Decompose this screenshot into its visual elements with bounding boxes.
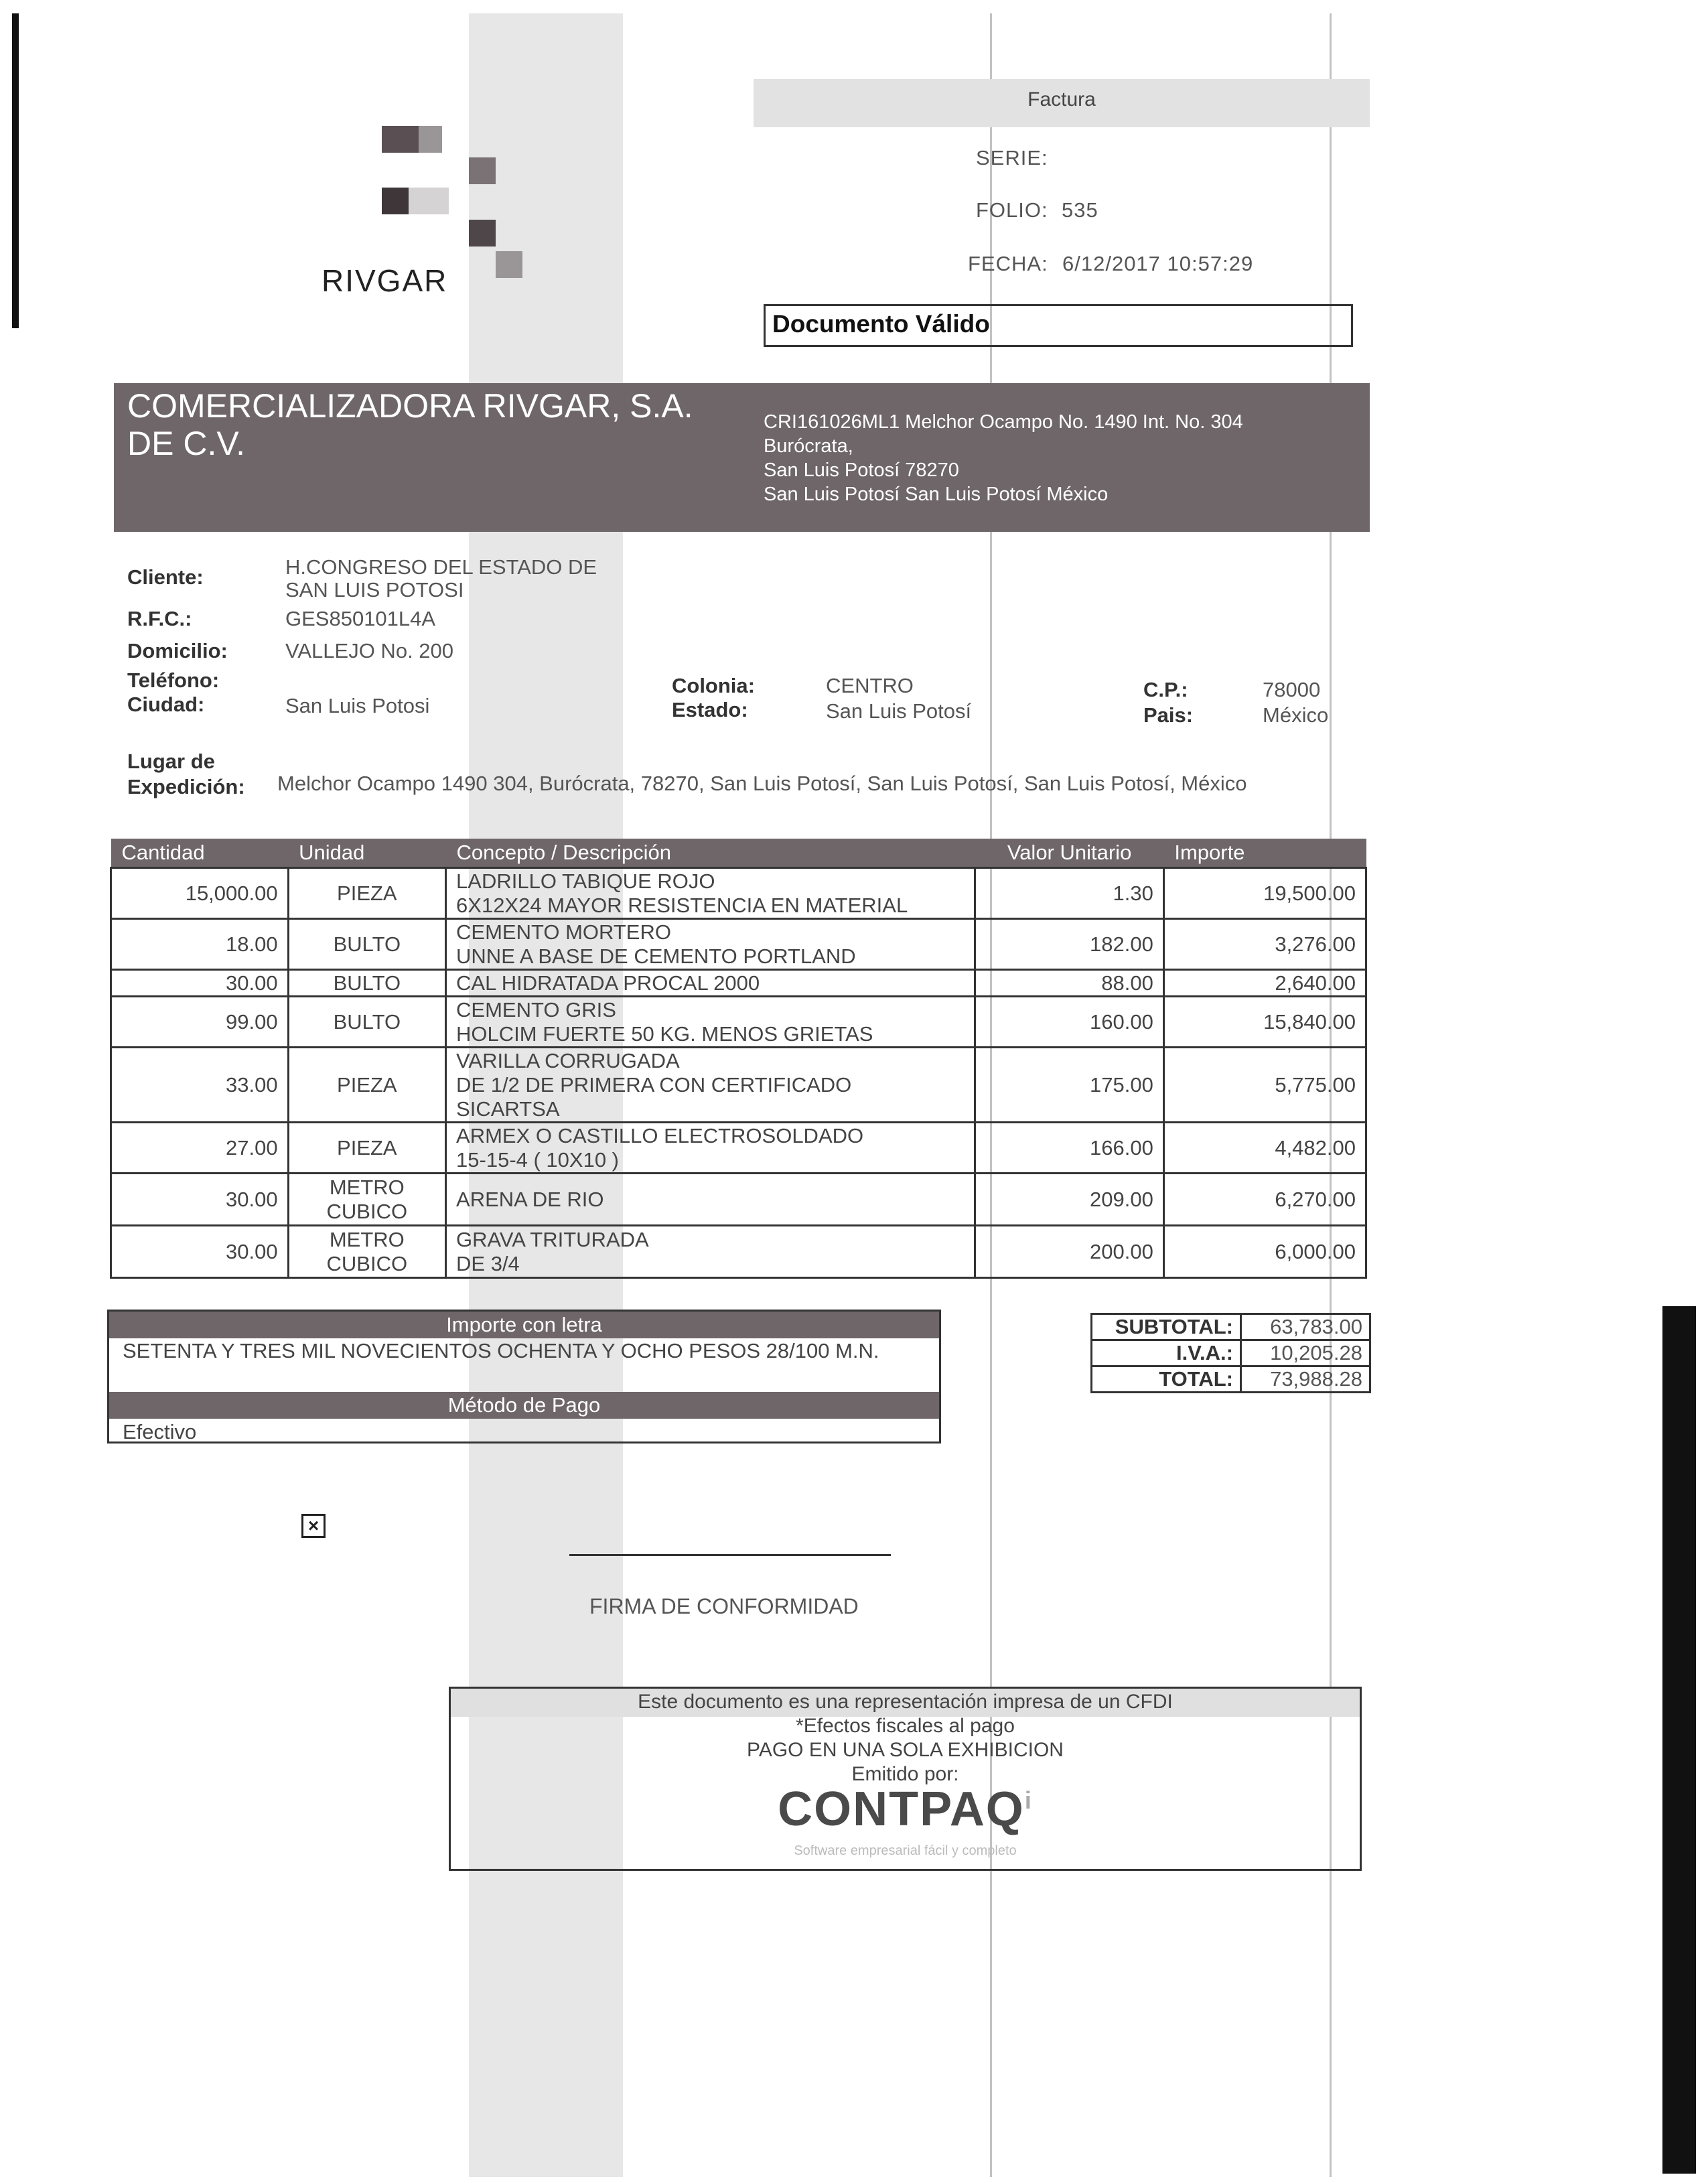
domicilio-label: Domicilio: (127, 639, 228, 662)
subtotal-row (1092, 1314, 1370, 1340)
iva-label: I.V.A.: (1092, 1340, 1241, 1366)
subtotal-value: 63,783.00 (1241, 1314, 1370, 1340)
total-row (1092, 1366, 1370, 1393)
desc-line: 15-15-4 ( 10X10 ) (456, 1147, 620, 1172)
desc-line: ARENA DE RIO (456, 1187, 604, 1211)
payment-method-title: Método de Pago (109, 1392, 939, 1419)
row-unidad (288, 868, 445, 919)
issued-by-label: Emitido por: (851, 1763, 959, 1785)
row-descripcion (446, 1174, 975, 1226)
rfc-label: R.F.C.: (127, 607, 192, 630)
row-unidad (288, 997, 445, 1048)
row-importe: 2,640.00 (1163, 970, 1366, 997)
unit-line: BULTO (333, 1009, 401, 1034)
scan-border-right (1662, 1306, 1696, 2174)
ciudad-value: San Luis Potosi (285, 694, 430, 717)
estado-label: Estado: (672, 698, 748, 721)
colonia-value: CENTRO (826, 674, 914, 697)
row-unidad (288, 1174, 445, 1226)
address-line: San Luis Potosí San Luis Potosí México (764, 484, 1109, 505)
row-unidad (288, 1123, 445, 1174)
desc-line: VARILLA CORRUGADA (456, 1048, 680, 1072)
table-row (111, 997, 1366, 1048)
company-name-line: COMERCIALIZADORA RIVGAR, S.A. (127, 387, 693, 425)
invoice-title: Factura (1027, 88, 1096, 111)
row-valor: 88.00 (975, 970, 1164, 997)
unit-line: BULTO (333, 971, 401, 995)
table-row (111, 1226, 1366, 1278)
contpaq-suffix: i (1024, 1786, 1033, 1814)
table-row (111, 970, 1366, 997)
cp-value: 78000 (1263, 678, 1321, 701)
desc-line: DE 3/4 (456, 1251, 520, 1275)
company-name-line: DE C.V. (127, 425, 246, 462)
address-line: San Luis Potosí 78270 (764, 460, 959, 481)
cliente-line: SAN LUIS POTOSI (285, 578, 464, 602)
row-cantidad: 33.00 (111, 1048, 289, 1123)
header-unidad: Unidad (288, 839, 445, 868)
desc-line: LADRILLO TABIQUE ROJO (456, 869, 715, 893)
table-row (111, 919, 1366, 970)
total-label: TOTAL: (1092, 1366, 1241, 1393)
row-descripcion (446, 919, 975, 970)
subtotal-label: SUBTOTAL: (1092, 1314, 1241, 1340)
desc-line: CEMENTO MORTERO (456, 920, 671, 944)
cliente-label: Cliente: (127, 565, 204, 589)
row-unidad (288, 919, 445, 970)
row-descripcion (446, 1048, 975, 1123)
fiscal-effects-note: *Efectos fiscales al pago (796, 1715, 1015, 1737)
desc-line: 6X12X24 MAYOR RESISTENCIA EN MATERIAL (456, 893, 908, 917)
amount-in-words-title: Importe con letra (109, 1312, 939, 1338)
row-descripcion (446, 868, 975, 919)
row-descripcion (446, 1123, 975, 1174)
table-row (111, 868, 1366, 919)
row-importe: 4,482.00 (1163, 1123, 1366, 1174)
header-cantidad: Cantidad (111, 839, 289, 868)
table-row (111, 1123, 1366, 1174)
header-concepto: Concepto / Descripción (446, 839, 975, 868)
cliente-line: H.CONGRESO DEL ESTADO DE (285, 555, 597, 579)
row-importe: 19,500.00 (1163, 868, 1366, 919)
company-logo (315, 121, 536, 298)
row-descripcion (446, 1226, 975, 1278)
logo-text: RIVGAR (322, 263, 448, 298)
unit-line: PIEZA (337, 1135, 397, 1159)
row-valor: 160.00 (975, 997, 1164, 1048)
row-importe: 15,840.00 (1163, 997, 1366, 1048)
unit-line: PIEZA (337, 1072, 397, 1097)
validity-badge: Documento Válido (764, 304, 1353, 347)
contpaq-tagline: Software empresarial fácil y completo (794, 1843, 1017, 1858)
iva-row (1092, 1340, 1370, 1366)
table-row (111, 1048, 1366, 1123)
unit-line: METRO (329, 1175, 405, 1199)
row-valor: 1.30 (975, 868, 1164, 919)
desc-line: SICARTSA (456, 1097, 560, 1121)
contpaq-logo (449, 1782, 1362, 1837)
amount-in-words: SETENTA Y TRES MIL NOVECIENTOS OCHENTA Y OCHO PESOS 28/100 M.N. (123, 1339, 879, 1362)
domicilio-value: VALLEJO No. 200 (285, 639, 454, 662)
row-cantidad: 15,000.00 (111, 868, 289, 919)
row-cantidad: 18.00 (111, 919, 289, 970)
header-importe: Importe (1163, 839, 1366, 868)
desc-line: CEMENTO GRIS (456, 997, 616, 1022)
company-address (764, 410, 1366, 506)
desc-line: UNNE A BASE DE CEMENTO PORTLAND (456, 944, 856, 968)
desc-line: HOLCIM FUERTE 50 KG. MENOS GRIETAS (456, 1022, 873, 1046)
row-cantidad: 30.00 (111, 1226, 289, 1278)
scan-border-left (12, 13, 19, 328)
row-descripcion (446, 997, 975, 1048)
row-importe: 6,270.00 (1163, 1174, 1366, 1226)
colonia-label: Colonia: (672, 674, 755, 697)
rfc-value: GES850101L4A (285, 607, 436, 630)
unit-line: CUBICO (326, 1251, 408, 1275)
fecha-label: FECHA: (968, 252, 1048, 275)
desc-line: CAL HIDRATADA PROCAL 2000 (456, 971, 760, 995)
totals-table (1090, 1313, 1371, 1393)
folio-label: FOLIO: (976, 198, 1048, 222)
payment-terms: PAGO EN UNA SOLA EXHIBICION (747, 1739, 1064, 1761)
row-descripcion (446, 970, 975, 997)
unit-line: BULTO (333, 932, 401, 956)
signature-line (569, 1554, 891, 1556)
pais-value: México (1263, 703, 1329, 727)
lugar-label (127, 749, 245, 800)
folio-value: 535 (1062, 198, 1098, 222)
unit-line: PIEZA (337, 881, 397, 905)
cp-label: C.P.: (1143, 678, 1188, 701)
unit-line: CUBICO (326, 1199, 408, 1223)
lugar-label-line: Lugar de (127, 750, 215, 773)
row-valor: 175.00 (975, 1048, 1164, 1123)
items-table (110, 839, 1367, 1279)
contpaq-brand: CONTPAQ (778, 1782, 1025, 1836)
row-valor: 209.00 (975, 1174, 1164, 1226)
row-valor: 200.00 (975, 1226, 1164, 1278)
header-valor-unitario: Valor Unitario (975, 839, 1164, 868)
telefono-label: Teléfono: (127, 668, 220, 692)
lugar-label-line: Expedición: (127, 775, 245, 798)
address-line: CRI161026ML1 Melchor Ocampo No. 1490 Int. No. 304 (764, 411, 1243, 433)
company-name (127, 387, 730, 462)
signature-label: FIRMA DE CONFORMIDAD (589, 1594, 859, 1618)
serie-label: SERIE: (976, 146, 1048, 169)
row-importe: 6,000.00 (1163, 1226, 1366, 1278)
address-line: Burócrata, (764, 435, 853, 457)
row-valor: 182.00 (975, 919, 1164, 970)
broken-image-icon: × (301, 1514, 326, 1538)
ciudad-label: Ciudad: (127, 693, 205, 716)
cliente-value (285, 556, 597, 602)
iva-value: 10,205.28 (1241, 1340, 1370, 1366)
row-importe: 5,775.00 (1163, 1048, 1366, 1123)
estado-value: San Luis Potosí (826, 699, 972, 723)
row-unidad (288, 970, 445, 997)
row-importe: 3,276.00 (1163, 919, 1366, 970)
row-cantidad: 30.00 (111, 970, 289, 997)
row-unidad (288, 1048, 445, 1123)
payment-method-value: Efectivo (123, 1420, 197, 1443)
desc-line: DE 1/2 DE PRIMERA CON CERTIFICADO (456, 1072, 852, 1097)
row-cantidad: 27.00 (111, 1123, 289, 1174)
pais-label: Pais: (1143, 703, 1194, 727)
total-value: 73,988.28 (1241, 1366, 1370, 1393)
desc-line: GRAVA TRITURADA (456, 1227, 649, 1251)
row-cantidad: 99.00 (111, 997, 289, 1048)
cfdi-notice: Este documento es una representación impresa de un CFDI (638, 1691, 1173, 1713)
table-header-row (111, 839, 1366, 868)
row-valor: 166.00 (975, 1123, 1164, 1174)
fecha-value: 6/12/2017 10:57:29 (1062, 252, 1254, 275)
table-row (111, 1174, 1366, 1226)
row-unidad (288, 1226, 445, 1278)
amount-in-words-box (107, 1310, 941, 1443)
unit-line: METRO (329, 1227, 405, 1251)
desc-line: ARMEX O CASTILLO ELECTROSOLDADO (456, 1123, 864, 1147)
row-cantidad: 30.00 (111, 1174, 289, 1226)
lugar-value: Melchor Ocampo 1490 304, Burócrata, 78270, San Luis Potosí, San Luis Potosí, San Luis Potosí, México (277, 772, 1247, 795)
